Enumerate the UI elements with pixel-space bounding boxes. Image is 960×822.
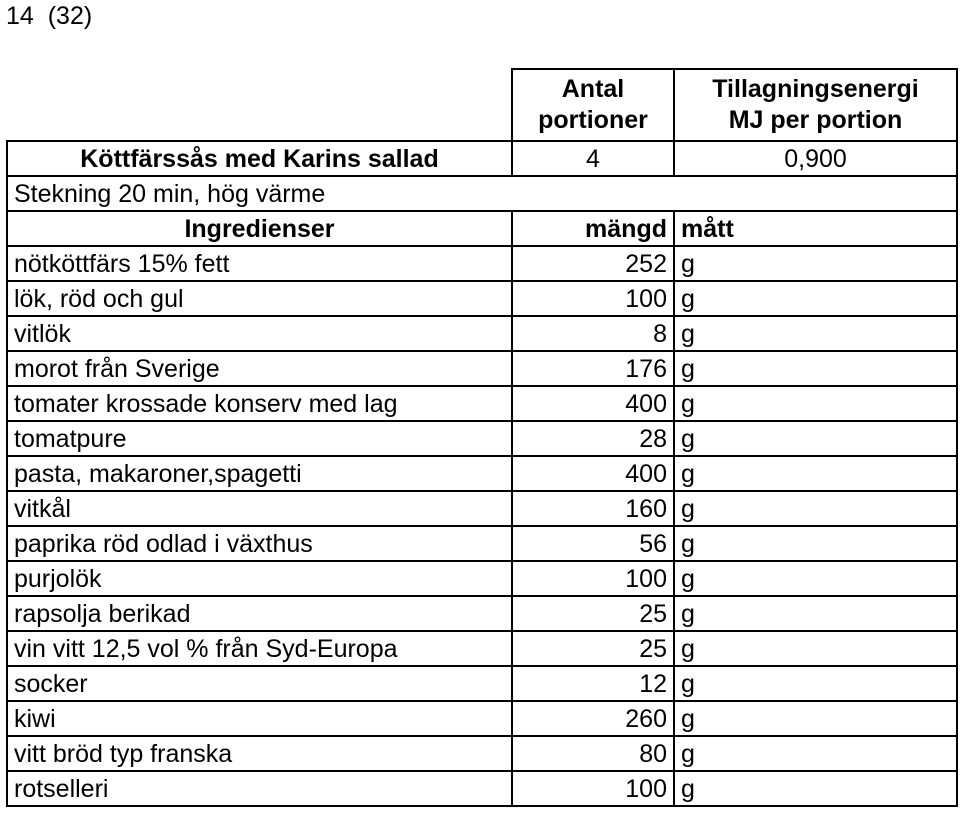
ingredient-row bbox=[7, 246, 957, 281]
ingredient-row bbox=[7, 771, 957, 806]
ingredient-amount: 160 bbox=[512, 491, 674, 526]
ingredient-name: socker bbox=[7, 666, 512, 701]
ingredient-amount: 400 bbox=[512, 386, 674, 421]
ingredient-unit: g bbox=[674, 771, 957, 806]
ingredient-name: vitlök bbox=[7, 316, 512, 351]
ingredient-unit: g bbox=[674, 631, 957, 666]
ingredient-unit: g bbox=[674, 456, 957, 491]
ingredients-column-header: Ingredienser bbox=[7, 211, 512, 246]
ingredient-name: paprika röd odlad i växthus bbox=[7, 526, 512, 561]
page-number-current: 14 bbox=[6, 2, 34, 30]
ingredient-unit: g bbox=[674, 701, 957, 736]
column-header-row bbox=[7, 211, 957, 246]
ingredient-row bbox=[7, 421, 957, 456]
ingredient-name: rotselleri bbox=[7, 771, 512, 806]
ingredient-name: purjolök bbox=[7, 561, 512, 596]
ingredient-unit: g bbox=[674, 561, 957, 596]
ingredient-unit: g bbox=[674, 246, 957, 281]
ingredient-amount: 260 bbox=[512, 701, 674, 736]
ingredient-amount: 25 bbox=[512, 596, 674, 631]
energy-header-line1: Tillagningsenergi bbox=[712, 75, 919, 103]
ingredient-unit: g bbox=[674, 316, 957, 351]
ingredient-amount: 12 bbox=[512, 666, 674, 701]
method-row bbox=[7, 176, 957, 211]
ingredient-name: vin vitt 12,5 vol % från Syd-Europa bbox=[7, 631, 512, 666]
recipe-title-row bbox=[7, 141, 957, 176]
recipe-table bbox=[6, 68, 958, 807]
table-header-row bbox=[7, 69, 957, 141]
energy-header-line2: MJ per portion bbox=[728, 106, 903, 134]
energy-header bbox=[674, 69, 957, 141]
ingredient-unit: g bbox=[674, 386, 957, 421]
ingredient-unit: g bbox=[674, 596, 957, 631]
recipe-portions: 4 bbox=[512, 141, 674, 176]
ingredient-row bbox=[7, 386, 957, 421]
ingredient-amount: 25 bbox=[512, 631, 674, 666]
ingredient-unit: g bbox=[674, 491, 957, 526]
page-number-total: (32) bbox=[47, 2, 93, 30]
portions-header: Antal portioner bbox=[512, 69, 674, 141]
header-blank-cell bbox=[7, 69, 512, 141]
ingredient-row bbox=[7, 281, 957, 316]
ingredient-unit: g bbox=[674, 736, 957, 771]
ingredient-amount: 8 bbox=[512, 316, 674, 351]
ingredient-row bbox=[7, 526, 957, 561]
ingredient-unit: g bbox=[674, 351, 957, 386]
ingredient-unit: g bbox=[674, 281, 957, 316]
ingredient-row bbox=[7, 491, 957, 526]
ingredient-name: lök, röd och gul bbox=[7, 281, 512, 316]
ingredient-row bbox=[7, 456, 957, 491]
ingredient-row bbox=[7, 316, 957, 351]
ingredient-amount: 80 bbox=[512, 736, 674, 771]
ingredient-row bbox=[7, 736, 957, 771]
ingredient-name: kiwi bbox=[7, 701, 512, 736]
ingredient-unit: g bbox=[674, 526, 957, 561]
ingredient-name: vitkål bbox=[7, 491, 512, 526]
ingredient-row bbox=[7, 666, 957, 701]
ingredient-row bbox=[7, 631, 957, 666]
ingredient-name: tomater krossade konserv med lag bbox=[7, 386, 512, 421]
amount-column-header: mängd bbox=[512, 211, 674, 246]
page-number bbox=[6, 2, 92, 31]
ingredient-unit: g bbox=[674, 421, 957, 456]
ingredient-amount: 28 bbox=[512, 421, 674, 456]
ingredient-amount: 100 bbox=[512, 281, 674, 316]
cooking-method: Stekning 20 min, hög värme bbox=[7, 176, 957, 211]
ingredient-name: vitt bröd typ franska bbox=[7, 736, 512, 771]
ingredient-amount: 100 bbox=[512, 561, 674, 596]
ingredient-row bbox=[7, 351, 957, 386]
ingredient-row bbox=[7, 561, 957, 596]
ingredient-name: morot från Sverige bbox=[7, 351, 512, 386]
ingredient-name: rapsolja berikad bbox=[7, 596, 512, 631]
ingredient-row bbox=[7, 596, 957, 631]
ingredient-row bbox=[7, 701, 957, 736]
ingredient-amount: 56 bbox=[512, 526, 674, 561]
recipe-energy: 0,900 bbox=[674, 141, 957, 176]
ingredient-amount: 400 bbox=[512, 456, 674, 491]
ingredient-name: tomatpure bbox=[7, 421, 512, 456]
ingredient-amount: 176 bbox=[512, 351, 674, 386]
ingredient-amount: 252 bbox=[512, 246, 674, 281]
ingredient-name: pasta, makaroner,spagetti bbox=[7, 456, 512, 491]
recipe-title: Köttfärssås med Karins sallad bbox=[7, 141, 512, 176]
ingredient-amount: 100 bbox=[512, 771, 674, 806]
ingredient-unit: g bbox=[674, 666, 957, 701]
unit-column-header: mått bbox=[674, 211, 957, 246]
ingredient-name: nötköttfärs 15% fett bbox=[7, 246, 512, 281]
